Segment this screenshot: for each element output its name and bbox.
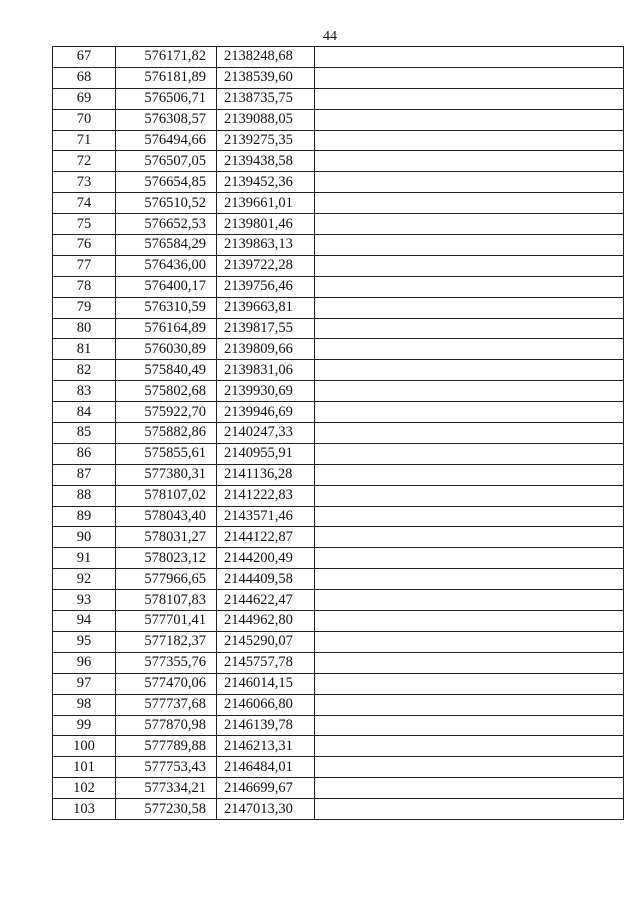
empty-cell bbox=[315, 339, 624, 360]
y-coordinate-cell: 2144200,49 bbox=[217, 548, 315, 569]
table-row bbox=[53, 151, 624, 172]
x-coordinate-cell: 578023,12 bbox=[116, 548, 217, 569]
point-number-cell: 103 bbox=[53, 799, 116, 820]
y-coordinate-cell: 2139275,35 bbox=[217, 130, 315, 151]
table-row bbox=[53, 214, 624, 235]
empty-cell bbox=[315, 464, 624, 485]
empty-cell bbox=[315, 109, 624, 130]
empty-cell bbox=[315, 130, 624, 151]
point-number-cell: 98 bbox=[53, 694, 116, 715]
empty-cell bbox=[315, 506, 624, 527]
point-number-cell: 78 bbox=[53, 276, 116, 297]
y-coordinate-cell: 2146066,80 bbox=[217, 694, 315, 715]
x-coordinate-cell: 577230,58 bbox=[116, 799, 217, 820]
point-number-cell: 73 bbox=[53, 172, 116, 193]
empty-cell bbox=[315, 694, 624, 715]
empty-cell bbox=[315, 757, 624, 778]
y-coordinate-cell: 2145290,07 bbox=[217, 631, 315, 652]
point-number-cell: 96 bbox=[53, 652, 116, 673]
y-coordinate-cell: 2140955,91 bbox=[217, 443, 315, 464]
x-coordinate-cell: 577380,31 bbox=[116, 464, 217, 485]
x-coordinate-cell: 578031,27 bbox=[116, 527, 217, 548]
x-coordinate-cell: 578043,40 bbox=[116, 506, 217, 527]
table-row bbox=[53, 193, 624, 214]
table-row bbox=[53, 360, 624, 381]
point-number-cell: 100 bbox=[53, 736, 116, 757]
x-coordinate-cell: 577334,21 bbox=[116, 778, 217, 799]
y-coordinate-cell: 2146699,67 bbox=[217, 778, 315, 799]
empty-cell bbox=[315, 360, 624, 381]
empty-cell bbox=[315, 214, 624, 235]
point-number-cell: 76 bbox=[53, 235, 116, 256]
point-number-cell: 87 bbox=[53, 464, 116, 485]
point-number-cell: 92 bbox=[53, 569, 116, 590]
table-row bbox=[53, 443, 624, 464]
empty-cell bbox=[315, 652, 624, 673]
empty-cell bbox=[315, 255, 624, 276]
point-number-cell: 67 bbox=[53, 47, 116, 68]
table-row bbox=[53, 757, 624, 778]
x-coordinate-cell: 577737,68 bbox=[116, 694, 217, 715]
table-row bbox=[53, 109, 624, 130]
point-number-cell: 86 bbox=[53, 443, 116, 464]
coordinates-table bbox=[52, 46, 624, 820]
empty-cell bbox=[315, 715, 624, 736]
y-coordinate-cell: 2139817,55 bbox=[217, 318, 315, 339]
table-row bbox=[53, 590, 624, 611]
table-body bbox=[53, 47, 624, 820]
table-row bbox=[53, 548, 624, 569]
point-number-cell: 84 bbox=[53, 402, 116, 423]
table-row bbox=[53, 527, 624, 548]
x-coordinate-cell: 577701,41 bbox=[116, 611, 217, 632]
empty-cell bbox=[315, 778, 624, 799]
x-coordinate-cell: 576436,00 bbox=[116, 255, 217, 276]
y-coordinate-cell: 2139661,01 bbox=[217, 193, 315, 214]
point-number-cell: 75 bbox=[53, 214, 116, 235]
x-coordinate-cell: 576494,66 bbox=[116, 130, 217, 151]
x-coordinate-cell: 577753,43 bbox=[116, 757, 217, 778]
y-coordinate-cell: 2139930,69 bbox=[217, 381, 315, 402]
point-number-cell: 95 bbox=[53, 631, 116, 652]
x-coordinate-cell: 577870,98 bbox=[116, 715, 217, 736]
y-coordinate-cell: 2143571,46 bbox=[217, 506, 315, 527]
empty-cell bbox=[315, 736, 624, 757]
y-coordinate-cell: 2146484,01 bbox=[217, 757, 315, 778]
empty-cell bbox=[315, 88, 624, 109]
table-row bbox=[53, 631, 624, 652]
x-coordinate-cell: 576506,71 bbox=[116, 88, 217, 109]
point-number-cell: 83 bbox=[53, 381, 116, 402]
point-number-cell: 68 bbox=[53, 67, 116, 88]
y-coordinate-cell: 2144962,80 bbox=[217, 611, 315, 632]
y-coordinate-cell: 2139831,06 bbox=[217, 360, 315, 381]
point-number-cell: 85 bbox=[53, 423, 116, 444]
table-row bbox=[53, 130, 624, 151]
empty-cell bbox=[315, 569, 624, 590]
point-number-cell: 72 bbox=[53, 151, 116, 172]
y-coordinate-cell: 2147013,30 bbox=[217, 799, 315, 820]
empty-cell bbox=[315, 548, 624, 569]
point-number-cell: 99 bbox=[53, 715, 116, 736]
point-number-cell: 88 bbox=[53, 485, 116, 506]
point-number-cell: 82 bbox=[53, 360, 116, 381]
y-coordinate-cell: 2141222,83 bbox=[217, 485, 315, 506]
x-coordinate-cell: 576510,52 bbox=[116, 193, 217, 214]
table-row bbox=[53, 297, 624, 318]
point-number-cell: 97 bbox=[53, 673, 116, 694]
x-coordinate-cell: 575882,86 bbox=[116, 423, 217, 444]
x-coordinate-cell: 575802,68 bbox=[116, 381, 217, 402]
y-coordinate-cell: 2146139,78 bbox=[217, 715, 315, 736]
x-coordinate-cell: 576310,59 bbox=[116, 297, 217, 318]
table-row bbox=[53, 255, 624, 276]
table-row bbox=[53, 611, 624, 632]
y-coordinate-cell: 2140247,33 bbox=[217, 423, 315, 444]
x-coordinate-cell: 576507,05 bbox=[116, 151, 217, 172]
y-coordinate-cell: 2139722,28 bbox=[217, 255, 315, 276]
y-coordinate-cell: 2138735,75 bbox=[217, 88, 315, 109]
empty-cell bbox=[315, 381, 624, 402]
x-coordinate-cell: 576164,89 bbox=[116, 318, 217, 339]
x-coordinate-cell: 576030,89 bbox=[116, 339, 217, 360]
table-row bbox=[53, 172, 624, 193]
x-coordinate-cell: 577470,06 bbox=[116, 673, 217, 694]
x-coordinate-cell: 576308,57 bbox=[116, 109, 217, 130]
empty-cell bbox=[315, 172, 624, 193]
table-row bbox=[53, 67, 624, 88]
table-row bbox=[53, 778, 624, 799]
point-number-cell: 71 bbox=[53, 130, 116, 151]
x-coordinate-cell: 578107,83 bbox=[116, 590, 217, 611]
empty-cell bbox=[315, 193, 624, 214]
table-row bbox=[53, 464, 624, 485]
point-number-cell: 90 bbox=[53, 527, 116, 548]
point-number-cell: 70 bbox=[53, 109, 116, 130]
table-row bbox=[53, 339, 624, 360]
point-number-cell: 89 bbox=[53, 506, 116, 527]
table-row bbox=[53, 673, 624, 694]
y-coordinate-cell: 2146213,31 bbox=[217, 736, 315, 757]
table-row bbox=[53, 423, 624, 444]
empty-cell bbox=[315, 590, 624, 611]
point-number-cell: 79 bbox=[53, 297, 116, 318]
y-coordinate-cell: 2139438,58 bbox=[217, 151, 315, 172]
point-number-cell: 102 bbox=[53, 778, 116, 799]
table-row bbox=[53, 235, 624, 256]
x-coordinate-cell: 577789,88 bbox=[116, 736, 217, 757]
empty-cell bbox=[315, 443, 624, 464]
empty-cell bbox=[315, 527, 624, 548]
table-row bbox=[53, 736, 624, 757]
y-coordinate-cell: 2138248,68 bbox=[217, 47, 315, 68]
x-coordinate-cell: 578107,02 bbox=[116, 485, 217, 506]
point-number-cell: 69 bbox=[53, 88, 116, 109]
y-coordinate-cell: 2144122,87 bbox=[217, 527, 315, 548]
empty-cell bbox=[315, 485, 624, 506]
x-coordinate-cell: 577182,37 bbox=[116, 631, 217, 652]
empty-cell bbox=[315, 276, 624, 297]
table-row bbox=[53, 47, 624, 68]
x-coordinate-cell: 576584,29 bbox=[116, 235, 217, 256]
point-number-cell: 74 bbox=[53, 193, 116, 214]
x-coordinate-cell: 576181,89 bbox=[116, 67, 217, 88]
y-coordinate-cell: 2139863,13 bbox=[217, 235, 315, 256]
empty-cell bbox=[315, 47, 624, 68]
x-coordinate-cell: 576654,85 bbox=[116, 172, 217, 193]
y-coordinate-cell: 2139452,36 bbox=[217, 172, 315, 193]
x-coordinate-cell: 577355,76 bbox=[116, 652, 217, 673]
empty-cell bbox=[315, 799, 624, 820]
y-coordinate-cell: 2139809,66 bbox=[217, 339, 315, 360]
point-number-cell: 93 bbox=[53, 590, 116, 611]
point-number-cell: 94 bbox=[53, 611, 116, 632]
x-coordinate-cell: 577966,65 bbox=[116, 569, 217, 590]
x-coordinate-cell: 575840,49 bbox=[116, 360, 217, 381]
table-row bbox=[53, 569, 624, 590]
y-coordinate-cell: 2144622,47 bbox=[217, 590, 315, 611]
x-coordinate-cell: 576171,82 bbox=[116, 47, 217, 68]
empty-cell bbox=[315, 611, 624, 632]
table-row bbox=[53, 799, 624, 820]
empty-cell bbox=[315, 235, 624, 256]
point-number-cell: 80 bbox=[53, 318, 116, 339]
empty-cell bbox=[315, 402, 624, 423]
y-coordinate-cell: 2139801,46 bbox=[217, 214, 315, 235]
x-coordinate-cell: 575855,61 bbox=[116, 443, 217, 464]
y-coordinate-cell: 2141136,28 bbox=[217, 464, 315, 485]
x-coordinate-cell: 576652,53 bbox=[116, 214, 217, 235]
y-coordinate-cell: 2139663,81 bbox=[217, 297, 315, 318]
table-row bbox=[53, 506, 624, 527]
table-row bbox=[53, 318, 624, 339]
table-row bbox=[53, 402, 624, 423]
empty-cell bbox=[315, 673, 624, 694]
table-row bbox=[53, 715, 624, 736]
y-coordinate-cell: 2139756,46 bbox=[217, 276, 315, 297]
table-row bbox=[53, 485, 624, 506]
x-coordinate-cell: 575922,70 bbox=[116, 402, 217, 423]
point-number-cell: 91 bbox=[53, 548, 116, 569]
point-number-cell: 77 bbox=[53, 255, 116, 276]
empty-cell bbox=[315, 67, 624, 88]
empty-cell bbox=[315, 297, 624, 318]
empty-cell bbox=[315, 151, 624, 172]
y-coordinate-cell: 2139088,05 bbox=[217, 109, 315, 130]
y-coordinate-cell: 2139946,69 bbox=[217, 402, 315, 423]
empty-cell bbox=[315, 631, 624, 652]
table-row bbox=[53, 381, 624, 402]
empty-cell bbox=[315, 318, 624, 339]
point-number-cell: 81 bbox=[53, 339, 116, 360]
table-row bbox=[53, 276, 624, 297]
empty-cell bbox=[315, 423, 624, 444]
table-row bbox=[53, 652, 624, 673]
y-coordinate-cell: 2138539,60 bbox=[217, 67, 315, 88]
point-number-cell: 101 bbox=[53, 757, 116, 778]
page-number: 44 bbox=[323, 29, 337, 44]
table-row bbox=[53, 694, 624, 715]
table-row bbox=[53, 88, 624, 109]
y-coordinate-cell: 2146014,15 bbox=[217, 673, 315, 694]
x-coordinate-cell: 576400,17 bbox=[116, 276, 217, 297]
y-coordinate-cell: 2144409,58 bbox=[217, 569, 315, 590]
y-coordinate-cell: 2145757,78 bbox=[217, 652, 315, 673]
